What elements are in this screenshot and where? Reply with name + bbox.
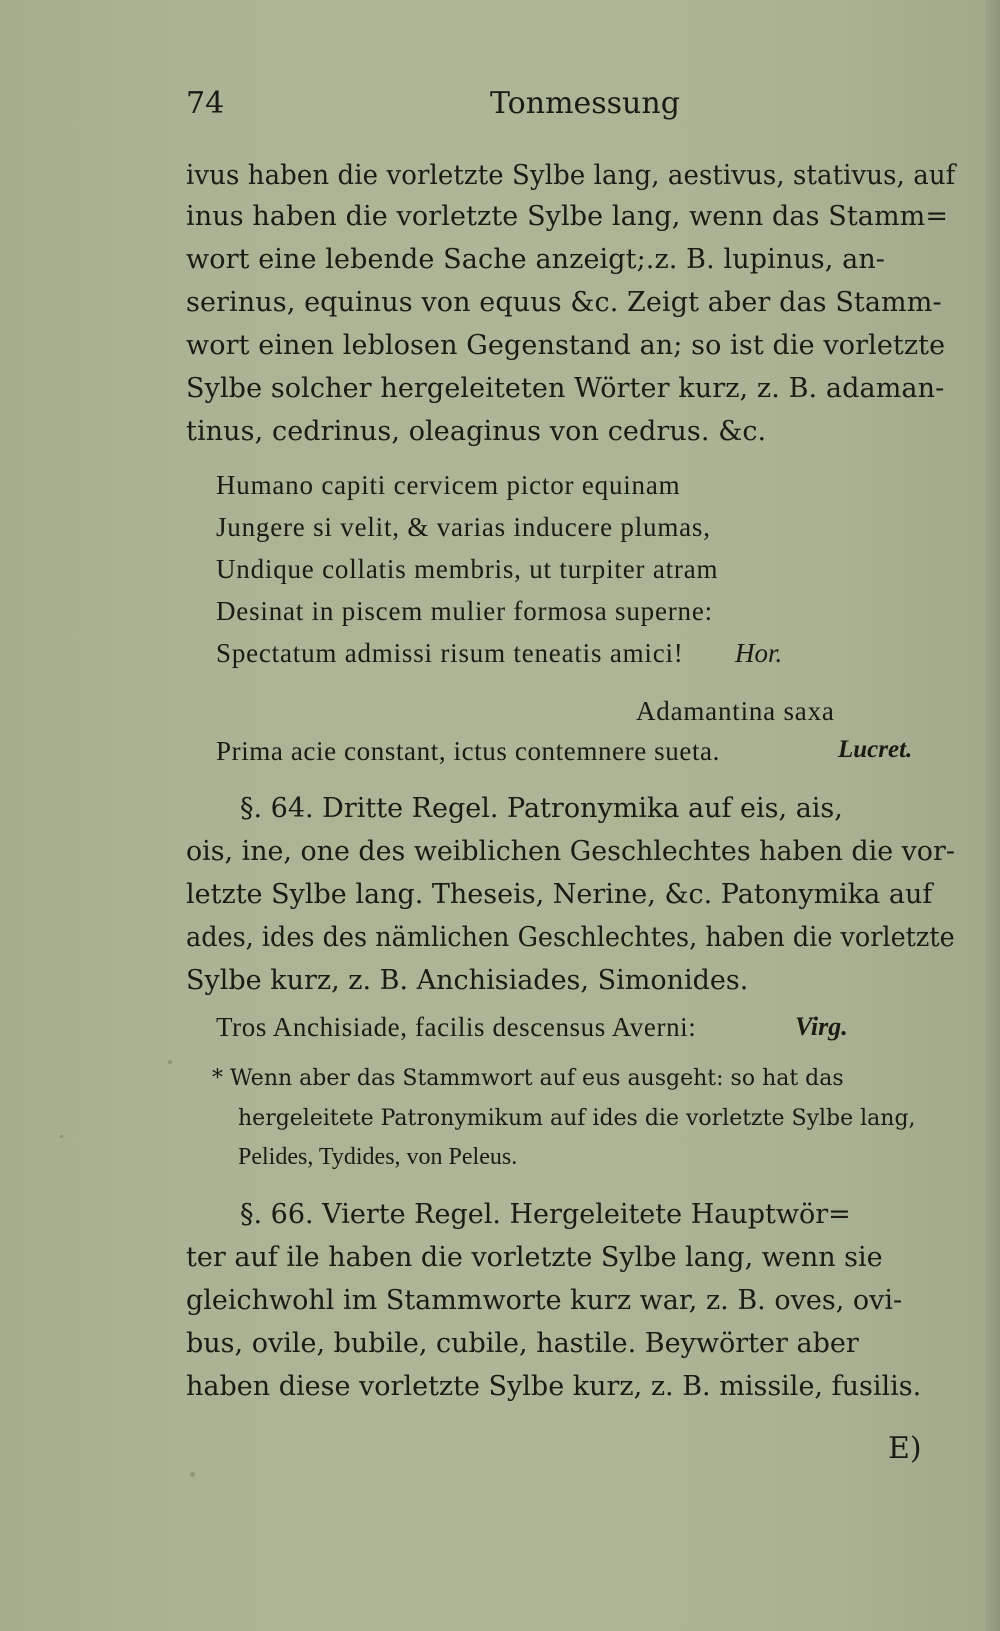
section-66-line: gleichwohl im Stammworte kurz war, z. B. oves, ovi- [186,1285,903,1316]
section-64-line: ades, ides des nämlichen Geschlechtes, haben die vorletzte [186,922,955,953]
verse-line: Jungere si velit, & varias inducere plumas, [216,512,711,542]
text-line: serinus, equinus von equus &c. Zeigt aber das Stamm- [186,287,942,318]
quote-source: Lucret. [838,736,913,763]
quote-line: Adamantina saxa [636,696,835,726]
section-64-line: §. 64. Dritte Regel. Patronymika auf eis, ais, [240,793,843,824]
verse-line: Desinat in piscem mulier formosa superne: [216,596,713,626]
paper-speck [168,1060,172,1064]
section-66-line: §. 66. Vierte Regel. Hergeleitete Hauptwör= [240,1199,851,1230]
section-66-line: haben diese vorletzte Sylbe kurz, z. B. missile, fusilis. [186,1371,922,1402]
section-64-line: ois, ine, one des weiblichen Geschlechtes haben die vor- [186,836,955,867]
section-66-line: bus, ovile, bubile, cubile, hastile. Beywörter aber [186,1328,859,1359]
quote-line: Tros Anchisiade, facilis descensus Averni: [216,1012,697,1042]
footnote-line: hergeleitete Patronymikum auf ides die vorletzte Sylbe lang, [238,1106,916,1131]
section-64-line: letzte Sylbe lang. Theseis, Nerine, &c. Patonymika auf [186,879,933,910]
verse-line: Undique collatis membris, ut turpiter atram [216,554,719,584]
text-line: wort einen leblosen Gegenstand an; so ist die vorletzte [186,330,946,361]
section-64-line: Sylbe kurz, z. B. Anchisiades, Simonides. [186,965,749,996]
section-66-line: ter auf ile haben die vorletzte Sylbe lang, wenn sie [186,1242,883,1273]
text-line: tinus, cedrinus, oleaginus von cedrus. &c. [186,416,767,447]
page-number: 74 [186,86,225,121]
quote-line: Prima acie constant, ictus contemnere sueta. [216,736,720,766]
text-line: wort eine lebende Sache anzeigt;.z. B. lupinus, an- [186,244,886,275]
quote-source: Virg. [795,1012,848,1041]
page-edge [986,0,1000,1631]
text-line: Sylbe solcher hergeleiteten Wörter kurz, z. B. adaman- [186,373,945,404]
paper-speck [60,1135,63,1138]
footnote-line: * Wenn aber das Stammwort auf eus ausgeht: so hat das [212,1066,844,1091]
paper-speck [190,1472,195,1477]
verse-line: Spectatum admissi risum teneatis amici! [216,638,684,668]
running-title: Tonmessung [490,86,680,121]
catchword: E) [888,1431,922,1466]
verse-source: Hor. [735,638,783,668]
text-line: ivus haben die vorletzte Sylbe lang, aestivus, stativus, auf [186,160,956,191]
footnote-line: Pelides, Tydides, von Peleus. [238,1144,518,1170]
text-line: inus haben die vorletzte Sylbe lang, wenn das Stamm= [186,201,949,232]
verse-line: Humano capiti cervicem pictor equinam [216,470,681,500]
